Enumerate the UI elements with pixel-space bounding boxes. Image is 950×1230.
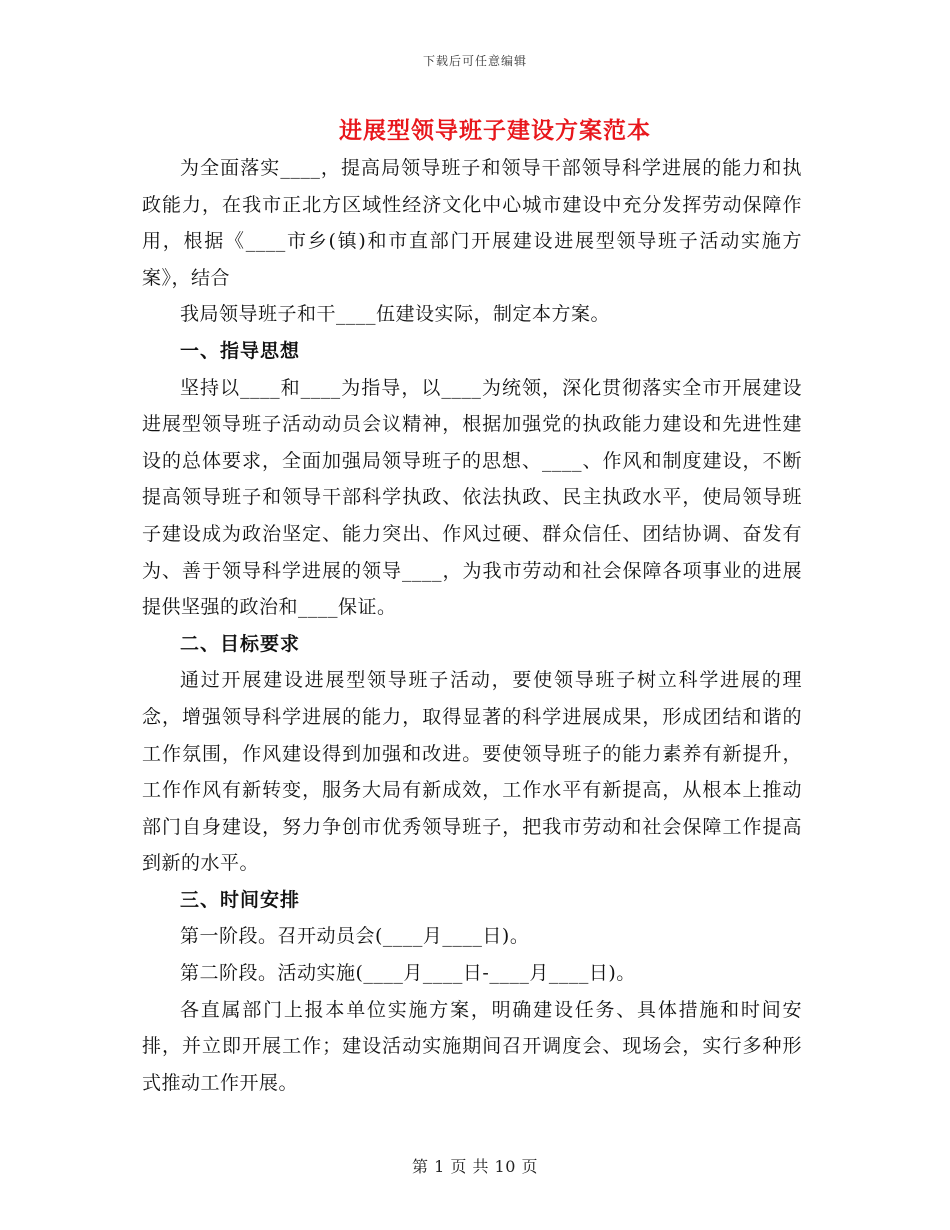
intro-paragraph-1: 为全面落实____，提高局领导班子和领导干部领导科学进展的能力和执政能力，在我市正北方区域性经济文化中心城市建设中充分发挥劳动保障作用，根据《____市乡(镇)和市直部门开展建设进展型领导班子活动实施方案》，结合 [142,157,802,289]
page-footer: 第 1 页 共 10 页 [412,1157,538,1176]
section-3-paragraph-1: 第一阶段。召开动员会(____月____日)。 [180,925,530,948]
section-3-paragraph-3: 各直属部门上报本单位实施方案，明确建设任务、具体措施和时间安排，并立即开展工作；建设活动实施期间召开调度会、现场会，实行多种形式推动工作开展。 [142,998,802,1094]
section-heading-guiding-ideology: 一、指导思想 [180,339,301,362]
document-body [142,150,802,1101]
header-note: 下载后可任意编辑 [422,54,527,68]
section-2-paragraph-1: 通过开展建设进展型领导班子活动，要使领导班子树立科学进展的理念，增强领导科学进展的能力，取得显著的科学进展成果，形成团结和谐的工作氛围，作风建设得到加强和改进。要使领导班子的能力素养有新提升，工作作风有新转变，服务大局有新成效，工作水平有新提高，从根本上推动部门自身建设，努力争创市优秀领导班子，把我市劳动和社会保障工作提高到新的水平。 [142,669,802,875]
section-heading-schedule: 三、时间安排 [180,888,301,911]
section-heading-goals: 二、目标要求 [180,632,301,655]
document-title: 进展型领导班子建设方案范本 [339,117,651,144]
section-3-paragraph-2: 第二阶段。活动实施(____月____日-____月____日)。 [180,962,636,985]
section-1-paragraph-1: 坚持以____和____为指导，以____为统领，深化贯彻落实全市开展建设进展型领导班子活动动员会议精神，根据加强党的执政能力建设和先进性建设的总体要求，全面加强局领导班子的思想、____、作风和制度建设，不断提高领导班子和领导干部科学执政、依法执政、民主执政水平，使局领导班子建设成为政治坚定、能力突出、作风过硬、群众信任、团结协调、奋发有为、善于领导科学进展的领导____，为我市劳动和社会保障各项事业的进展提供坚强的政治和____保证。 [142,376,802,619]
intro-paragraph-2: 我局领导班子和干____伍建设实际，制定本方案。 [180,303,611,326]
